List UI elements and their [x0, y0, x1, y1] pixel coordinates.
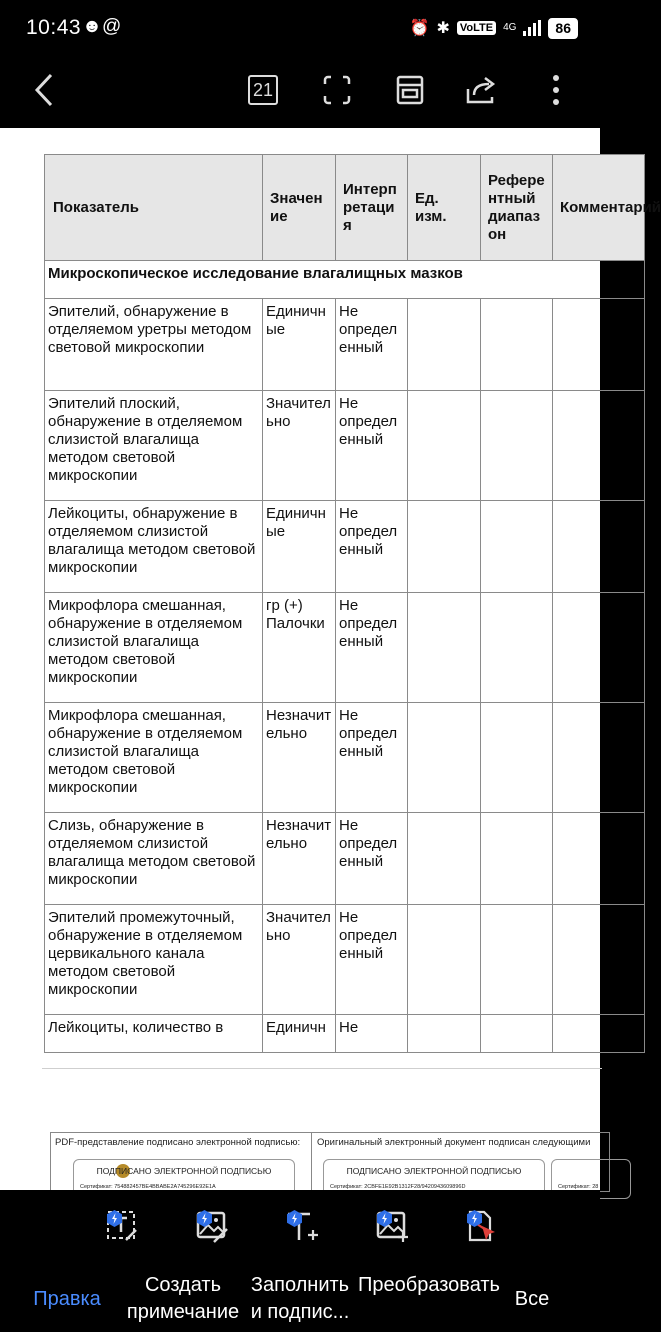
- nav-all[interactable]: Все: [514, 1288, 550, 1310]
- nav-fill-sign[interactable]: Заполнить и подпис...: [250, 1274, 350, 1323]
- results-table: [44, 154, 661, 1053]
- share-button[interactable]: [460, 68, 504, 112]
- chevron-left-icon: [34, 73, 54, 107]
- row-unit: [408, 299, 481, 391]
- view-mode-button[interactable]: [388, 68, 432, 112]
- share-icon: [465, 75, 499, 105]
- signature-divider: [311, 1133, 312, 1193]
- stamp-title: ПОДПИСАНО ЭЛЕКТРОННОЙ ПОДПИСЬЮ: [96, 1166, 272, 1176]
- header-value: Значение: [263, 155, 336, 261]
- row-param: Микрофлора смешанная, обнаружение в отделяемом слизистой влагалища методом световой микроскопии: [45, 593, 263, 703]
- edit-tools-bar: [0, 1190, 600, 1262]
- back-button[interactable]: [22, 68, 66, 112]
- table-header-row: [45, 155, 645, 261]
- row-interp: Не определенный: [336, 813, 408, 905]
- stamp-certificate: Сертификат: 2CBFE1E92B1312F28/9420943609896D: [330, 1184, 466, 1190]
- header-interp: Интерпретация: [336, 155, 408, 261]
- ai-badge-icon: [376, 1210, 393, 1227]
- fullscreen-icon: [323, 75, 351, 105]
- section-row: [45, 261, 645, 299]
- stamp-title: ПОДПИСАНО ЭЛЕКТРОННОЙ ПОДПИСЬЮ: [346, 1166, 522, 1176]
- row-comment: [553, 703, 645, 813]
- row-comment: [553, 391, 645, 501]
- row-comment: [553, 299, 645, 391]
- image-edit-tool[interactable]: [196, 1206, 244, 1250]
- volte-badge: VoLTE: [457, 21, 496, 35]
- row-param: Слизь, обнаружение в отделяемом слизистой влагалища методом световой микроскопии: [45, 813, 263, 905]
- signature-caption-right: Оригинальный электронный документ подписан следующими: [317, 1137, 591, 1148]
- row-ref: [481, 501, 553, 593]
- row-unit: [408, 905, 481, 1015]
- row-ref: [481, 703, 553, 813]
- row-value: Единичные: [263, 299, 336, 391]
- table-row: [45, 299, 645, 391]
- row-ref: [481, 813, 553, 905]
- row-value: Единичн: [263, 1015, 336, 1053]
- table-row: [45, 391, 645, 501]
- row-interp: Не: [336, 1015, 408, 1053]
- page-count: 21: [248, 75, 278, 105]
- row-param: Лейкоциты, количество в: [45, 1015, 263, 1053]
- row-ref: [481, 1015, 553, 1053]
- signal-icon: [523, 20, 541, 36]
- header-unit: Ед. изм.: [408, 155, 481, 261]
- section-title: Микроскопическое исследование влагалищных мазков: [45, 261, 645, 299]
- row-unit: [408, 391, 481, 501]
- ai-badge-icon: [196, 1210, 213, 1227]
- nav-edit[interactable]: Правка: [33, 1288, 101, 1310]
- battery-level: 86: [548, 18, 578, 39]
- row-ref: [481, 905, 553, 1015]
- row-value: Значительно: [263, 905, 336, 1015]
- stamp-certificate: Сертификат: 754882457BE4BBABE2A745296E92E1A: [80, 1184, 216, 1190]
- row-param: Лейкоциты, обнаружение в отделяемом слизистой влагалища методом световой микроскопии: [45, 501, 263, 593]
- status-time: 10:43: [26, 16, 82, 39]
- row-unit: [408, 703, 481, 813]
- notification-icons: ☻@: [82, 16, 122, 37]
- row-comment: [553, 905, 645, 1015]
- table-row: [45, 593, 645, 703]
- row-interp: Не определенный: [336, 391, 408, 501]
- status-indicators: [410, 16, 578, 40]
- row-unit: [408, 593, 481, 703]
- network-type: 4G: [503, 22, 517, 33]
- fullscreen-button[interactable]: [315, 68, 359, 112]
- ai-pdf-tool[interactable]: [466, 1206, 514, 1250]
- ai-badge-icon: [106, 1210, 123, 1227]
- more-vertical-icon: [552, 74, 560, 106]
- page-count-button[interactable]: [241, 68, 285, 112]
- bottom-navigation: [0, 1262, 600, 1332]
- bluetooth-icon: ✱: [436, 20, 450, 37]
- row-interp: Не определенный: [336, 703, 408, 813]
- table-row: [45, 501, 645, 593]
- row-value: Незначительно: [263, 703, 336, 813]
- ai-badge-icon: [466, 1210, 483, 1227]
- row-comment: [553, 501, 645, 593]
- page-divider: [42, 1068, 602, 1069]
- row-param: Эпителий плоский, обнаружение в отделяемом слизистой влагалища методом световой микроскопии: [45, 391, 263, 501]
- header-comment: Комментарий: [553, 155, 645, 261]
- signature-block: [50, 1132, 610, 1192]
- row-interp: Не определенный: [336, 905, 408, 1015]
- row-unit: [408, 1015, 481, 1053]
- row-comment: [553, 1015, 645, 1053]
- header-ref: Референтный диапазон: [481, 155, 553, 261]
- row-interp: Не определенный: [336, 593, 408, 703]
- more-options-button[interactable]: [534, 68, 578, 112]
- row-value: гр (+) Палочки: [263, 593, 336, 703]
- signature-caption-left: PDF-представление подписано электронной подписью:: [55, 1137, 301, 1148]
- table-row: [45, 1015, 645, 1053]
- row-interp: Не определенный: [336, 299, 408, 391]
- header-param: Показатель: [45, 155, 263, 261]
- row-ref: [481, 299, 553, 391]
- add-text-tool[interactable]: [286, 1206, 334, 1250]
- top-toolbar: [0, 56, 600, 128]
- row-value: Единичные: [263, 501, 336, 593]
- row-unit: [408, 501, 481, 593]
- row-value: Значительно: [263, 391, 336, 501]
- row-unit: [408, 813, 481, 905]
- alarm-icon: ⏰: [409, 20, 430, 37]
- nav-convert[interactable]: Преобразовать: [358, 1274, 500, 1296]
- row-interp: Не определенный: [336, 501, 408, 593]
- table-row: [45, 703, 645, 813]
- table-row: [45, 905, 645, 1015]
- nav-create-comment[interactable]: Создать примечание: [126, 1274, 240, 1323]
- status-bar: [0, 0, 600, 56]
- text-edit-tool[interactable]: [106, 1206, 154, 1250]
- row-param: Микрофлора смешанная, обнаружение в отделяемом слизистой влагалища методом световой микроскопии: [45, 703, 263, 813]
- row-param: Эпителий промежуточный, обнаружение в отделяемом цервикального канала методом световой микроскопии: [45, 905, 263, 1015]
- ai-badge-icon: [286, 1210, 303, 1227]
- add-image-tool[interactable]: [376, 1206, 424, 1250]
- row-ref: [481, 593, 553, 703]
- row-param: Эпителий, обнаружение в отделяемом уретры методом световой микроскопии: [45, 299, 263, 391]
- stamp-certificate: Сертификат: 28: [558, 1184, 599, 1190]
- row-ref: [481, 391, 553, 501]
- row-value: Незначительно: [263, 813, 336, 905]
- table-row: [45, 813, 645, 905]
- row-comment: [553, 593, 645, 703]
- pdf-document-view[interactable]: [0, 128, 661, 1190]
- reading-mode-icon: [396, 75, 424, 105]
- row-comment: [553, 813, 645, 905]
